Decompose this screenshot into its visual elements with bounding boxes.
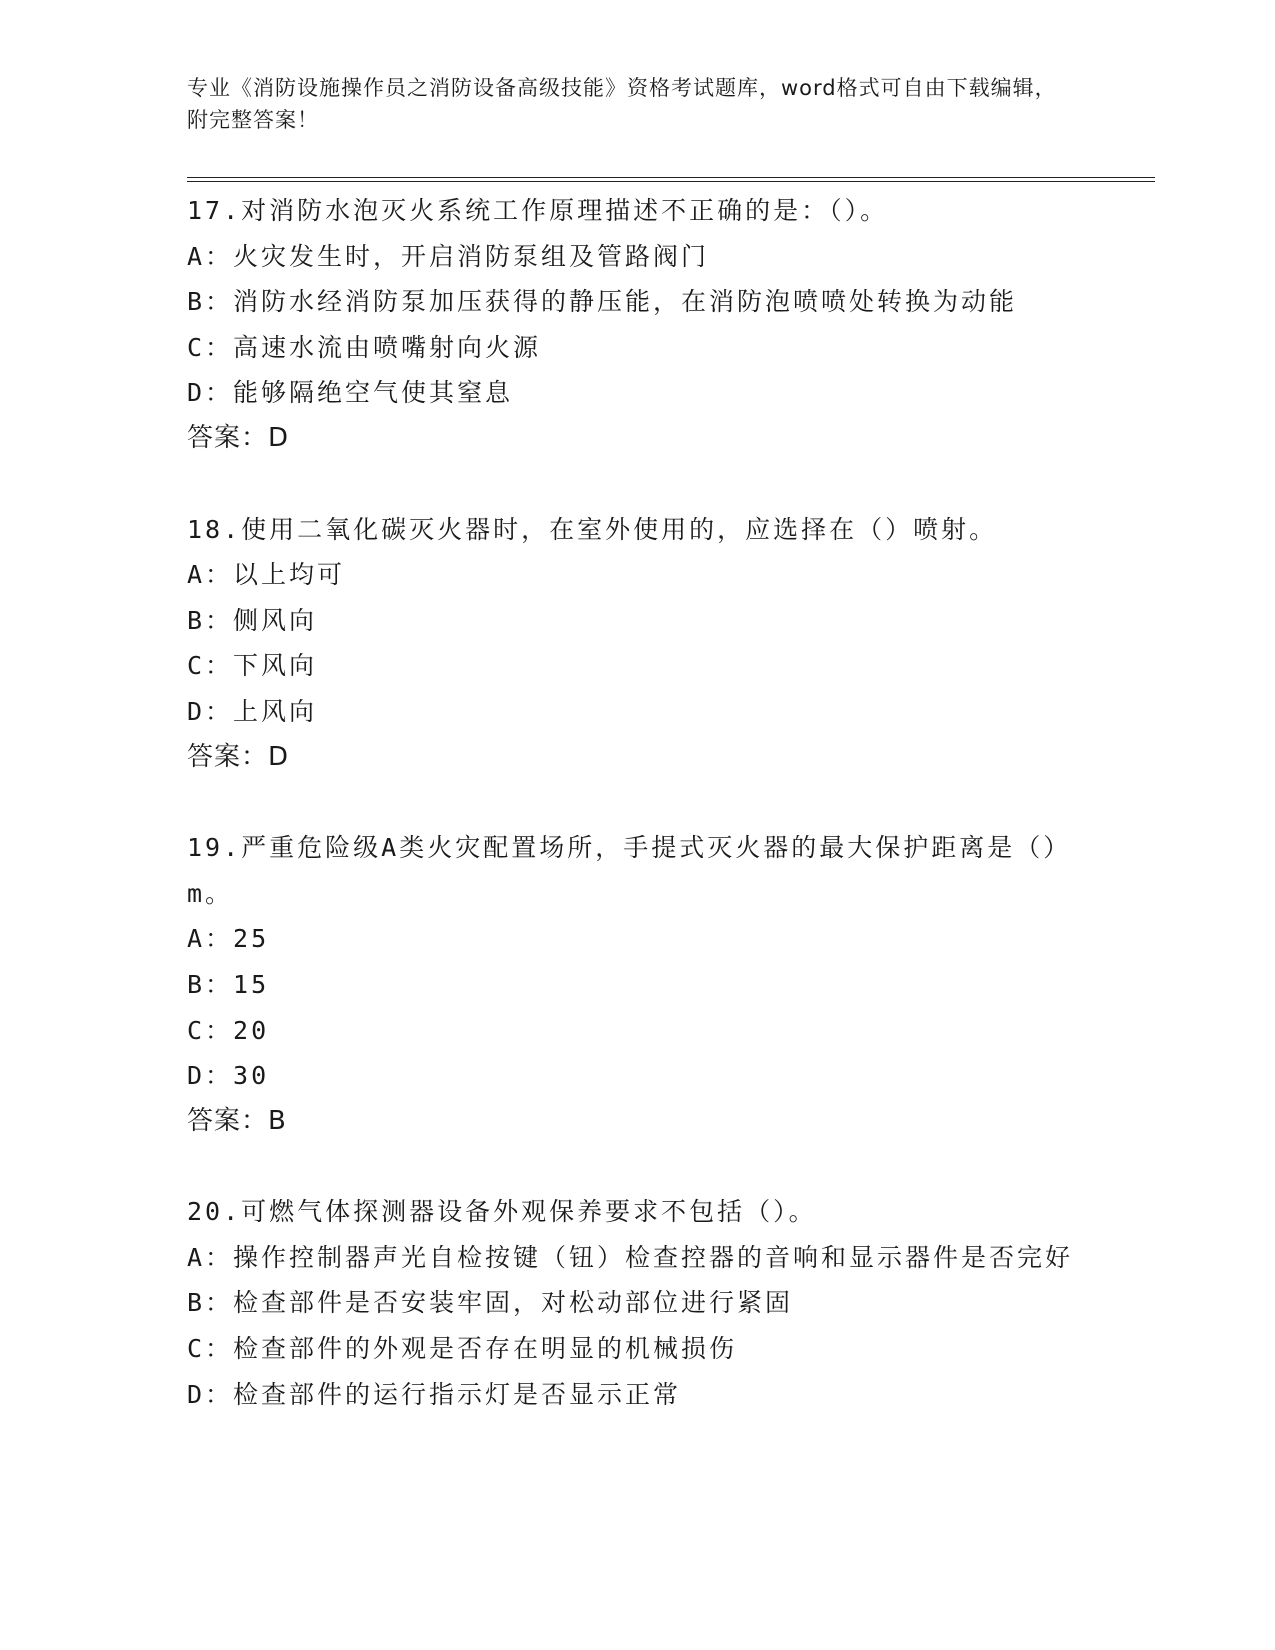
question-text: 20.可燃气体探测器设备外观保养要求不包括（）。	[187, 1197, 817, 1227]
question-17	[187, 188, 1087, 462]
question-19	[187, 825, 1087, 1144]
option-a: A：以上均可	[187, 560, 346, 590]
option-c: C：下风向	[187, 651, 318, 681]
question-20	[187, 1189, 1087, 1417]
option-a: A：操作控制器声光自检按键（钮）检查控器的音响和显示器件是否完好	[187, 1242, 1074, 1272]
question-list	[187, 188, 1087, 1417]
answer: 答案：D	[187, 422, 290, 453]
question-text: 17.对消防水泡灭火系统工作原理描述不正确的是：（）。	[187, 196, 889, 225]
option-d: D：上风向	[187, 696, 318, 726]
header-double-rule	[187, 177, 1155, 182]
question-text: 18.使用二氧化碳灭火器时，在室外使用的，应选择在（）喷射。	[187, 514, 998, 544]
answer: 答案：D	[187, 741, 290, 772]
question-18	[187, 507, 1087, 781]
option-b: B：侧风向	[187, 605, 318, 635]
option-d: D：能够隔绝空气使其窒息	[187, 378, 514, 408]
question-text: 19.严重危险级A类火灾配置场所，手提式灭火器的最大保护距离是（）m。	[187, 833, 1072, 908]
option-c: C：高速水流由喷嘴射向火源	[187, 332, 542, 362]
option-c: C：20	[187, 1015, 270, 1045]
option-c: C：检查部件的外观是否存在明显的机械损伤	[187, 1334, 738, 1364]
option-b: B：15	[187, 969, 270, 999]
answer: 答案：B	[187, 1105, 287, 1136]
option-d: D：检查部件的运行指示灯是否显示正常	[187, 1379, 682, 1409]
option-d: D：30	[187, 1061, 270, 1091]
document-header: 专业《消防设施操作员之消防设备高级技能》资格考试题库，word格式可自由下载编辑，附完整答案！	[187, 76, 1057, 132]
option-b: B：消防水经消防泵加压获得的静压能，在消防泡喷喷处转换为动能	[187, 287, 1018, 317]
option-a: A：火灾发生时，开启消防泵组及管路阀门	[187, 241, 710, 271]
option-b: B：检查部件是否安装牢固，对松动部位进行紧固	[187, 1288, 794, 1318]
option-a: A：25	[187, 924, 270, 954]
